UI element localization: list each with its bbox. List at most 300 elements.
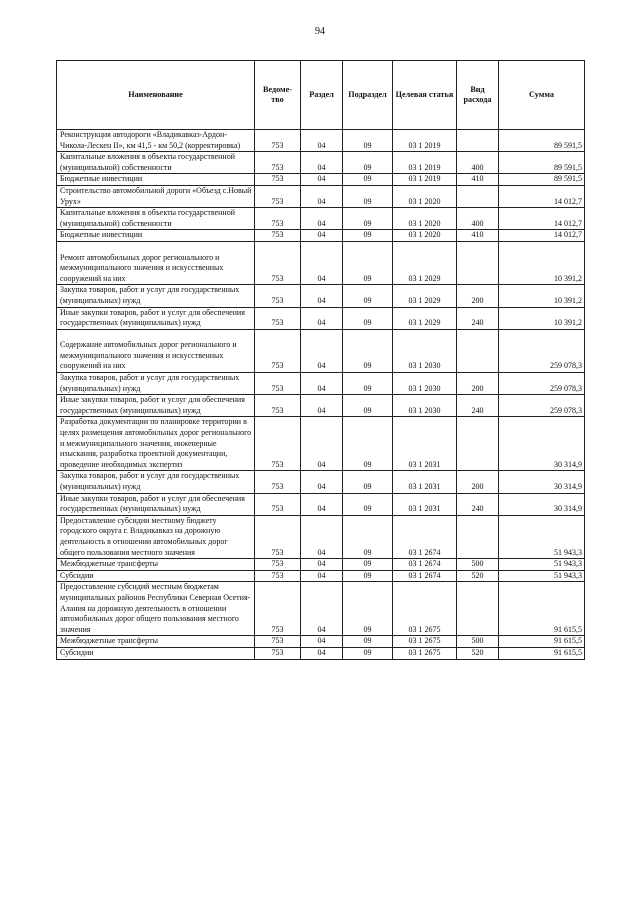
cell-subsection: [343, 174, 393, 186]
cell-target: [393, 471, 457, 493]
cell-text-section: 04: [317, 459, 326, 469]
cell-dept: [255, 636, 301, 648]
cell-subsection: [343, 230, 393, 242]
cell-text-dept: 753: [271, 273, 284, 283]
cell-text-subsection: 09: [363, 504, 372, 514]
cell-text-expense-type: 200: [471, 383, 484, 393]
cell-amount: [499, 647, 585, 659]
cell-expense-type: [457, 395, 499, 417]
cell-dept: [255, 493, 301, 515]
cell-dept: [255, 307, 301, 329]
cell-expense-type: [457, 636, 499, 648]
cell-text-section: 04: [317, 318, 326, 328]
cell-section: [301, 417, 343, 471]
cell-text-section: 04: [317, 218, 326, 228]
table-body: [57, 130, 585, 660]
cell-text-section: 04: [317, 559, 326, 569]
cell-dept: [255, 582, 301, 636]
cell-amount: [499, 493, 585, 515]
cell-text-section: 04: [317, 162, 326, 172]
cell-name: [57, 329, 255, 372]
table-row: [57, 559, 585, 571]
cell-dept: [255, 395, 301, 417]
cell-amount: [499, 471, 585, 493]
cell-text-section: 04: [317, 647, 326, 657]
cell-text-target: 03 1 2030: [408, 405, 441, 415]
cell-text-section: 04: [317, 230, 326, 240]
cell-text-expense-type: 240: [471, 318, 484, 328]
cell-text-target: 03 1 2020: [408, 196, 441, 206]
cell-subsection: [343, 647, 393, 659]
cell-name: [57, 152, 255, 174]
cell-text-target: 03 1 2020: [408, 218, 441, 228]
cell-amount: [499, 417, 585, 471]
cell-section: [301, 636, 343, 648]
cell-expense-type: [457, 174, 499, 186]
cell-amount: [499, 285, 585, 307]
cell-text-target: 03 1 2029: [408, 273, 441, 283]
cell-text-expense-type: 520: [471, 570, 484, 580]
table-row: [57, 241, 585, 284]
cell-text-section: 04: [317, 482, 326, 491]
cell-dept: [255, 152, 301, 174]
cell-subsection: [343, 582, 393, 636]
cell-target: [393, 515, 457, 558]
cell-text-name: Иные закупки товаров, работ и услуг для обеспечения государственных (муниципальных) нужд: [60, 493, 245, 514]
cell-section: [301, 185, 343, 207]
cell-text-name: Иные закупки товаров, работ и услуг для обеспечения государственных (муниципальных) нужд: [60, 307, 245, 328]
cell-text-subsection: 09: [363, 647, 372, 657]
cell-subsection: [343, 559, 393, 571]
cell-dept: [255, 329, 301, 372]
cell-text-name: Предоставление субсидии местному бюджету городского округа г. Владикавказ на дорожную деятельность в отношении автомобильных дорог общего пользования местного значения: [60, 515, 228, 557]
cell-section: [301, 570, 343, 582]
header-section: Раздел: [301, 61, 343, 130]
cell-target: [393, 130, 457, 152]
cell-section: [301, 395, 343, 417]
cell-amount: [499, 636, 585, 648]
cell-section: [301, 285, 343, 307]
cell-text-target: 03 1 2675: [408, 647, 441, 657]
cell-text-expense-type: 500: [471, 559, 484, 569]
cell-text-name: Строительство автомобильной дороги «Объезд с.Новый Урух»: [60, 185, 252, 206]
cell-subsection: [343, 570, 393, 582]
cell-text-subsection: 09: [363, 383, 372, 393]
cell-text-name: Субсидии: [60, 647, 94, 657]
table-row: [57, 285, 585, 307]
cell-subsection: [343, 152, 393, 174]
cell-target: [393, 417, 457, 471]
cell-text-dept: 753: [271, 218, 284, 228]
cell-amount: [499, 373, 585, 395]
table-header-row: [57, 61, 585, 130]
cell-text-subsection: 09: [363, 405, 372, 415]
cell-name: [57, 559, 255, 571]
cell-text-dept: 753: [271, 624, 284, 634]
table-row: [57, 515, 585, 558]
cell-subsection: [343, 417, 393, 471]
cell-text-subsection: 09: [363, 174, 372, 184]
cell-amount: [499, 515, 585, 558]
cell-text-name: Субсидии: [60, 570, 94, 580]
cell-name: [57, 307, 255, 329]
cell-expense-type: [457, 307, 499, 329]
cell-text-dept: 753: [271, 295, 284, 305]
cell-amount: [499, 329, 585, 372]
cell-amount: [499, 570, 585, 582]
cell-text-amount: 259 078,3: [550, 383, 582, 393]
cell-text-subsection: 09: [363, 273, 372, 283]
page-number: 94: [315, 26, 325, 37]
cell-text-subsection: 09: [363, 295, 372, 305]
cell-text-amount: 89 591,5: [554, 140, 582, 150]
cell-subsection: [343, 241, 393, 284]
cell-name: [57, 471, 255, 493]
cell-text-dept: 753: [271, 196, 284, 206]
cell-text-amount: 30 314,9: [554, 482, 582, 491]
cell-subsection: [343, 471, 393, 493]
cell-name: [57, 241, 255, 284]
cell-text-subsection: 09: [363, 559, 372, 569]
cell-text-dept: 753: [271, 174, 284, 184]
cell-target: [393, 152, 457, 174]
cell-target: [393, 395, 457, 417]
cell-text-dept: 753: [271, 361, 284, 371]
cell-dept: [255, 230, 301, 242]
cell-text-amount: 259 078,3: [550, 405, 582, 415]
cell-section: [301, 152, 343, 174]
cell-text-expense-type: 400: [471, 218, 484, 228]
cell-target: [393, 208, 457, 230]
cell-name: [57, 373, 255, 395]
header-expense-type: Вид расхода: [457, 61, 499, 130]
cell-expense-type: [457, 559, 499, 571]
table-row: [57, 471, 585, 493]
cell-text-target: 03 1 2674: [408, 559, 441, 569]
cell-text-subsection: 09: [363, 162, 372, 172]
cell-subsection: [343, 493, 393, 515]
cell-amount: [499, 130, 585, 152]
cell-expense-type: [457, 329, 499, 372]
cell-name: [57, 582, 255, 636]
cell-text-section: 04: [317, 196, 326, 206]
cell-text-expense-type: 200: [471, 482, 484, 491]
cell-subsection: [343, 636, 393, 648]
cell-name: [57, 493, 255, 515]
cell-target: [393, 174, 457, 186]
cell-section: [301, 373, 343, 395]
cell-section: [301, 647, 343, 659]
cell-name: [57, 185, 255, 207]
cell-section: [301, 559, 343, 571]
cell-text-dept: 753: [271, 318, 284, 328]
blank-line: [60, 330, 252, 341]
cell-text-subsection: 09: [363, 624, 372, 634]
cell-name: [57, 395, 255, 417]
cell-dept: [255, 559, 301, 571]
cell-text-name: Закупка товаров, работ и услуг для государственных (муниципальных) нужд: [60, 373, 240, 393]
cell-text-subsection: 09: [363, 459, 372, 469]
cell-target: [393, 329, 457, 372]
cell-text-section: 04: [317, 405, 326, 415]
cell-target: [393, 559, 457, 571]
cell-dept: [255, 515, 301, 558]
cell-text-section: 04: [317, 140, 326, 150]
table-row: [57, 647, 585, 659]
cell-text-name: Закупка товаров, работ и услуг для государственных (муниципальных) нужд: [60, 285, 240, 305]
cell-text-dept: 753: [271, 559, 284, 569]
cell-text-name: Разработка документации по планировке территории в целях размещения автомобильных дорог регионального и межмуниципального значения, инженерные изыскания, разработка проектной документации, проведение необходимых экспертиз: [60, 417, 252, 469]
cell-text-amount: 10 391,2: [554, 295, 582, 305]
cell-section: [301, 329, 343, 372]
cell-text-dept: 753: [271, 383, 284, 393]
cell-text-target: 03 1 2019: [408, 174, 441, 184]
cell-target: [393, 636, 457, 648]
cell-text-target: 03 1 2030: [408, 383, 441, 393]
cell-dept: [255, 373, 301, 395]
cell-expense-type: [457, 152, 499, 174]
cell-text-expense-type: 410: [471, 230, 484, 240]
cell-subsection: [343, 329, 393, 372]
cell-text-dept: 753: [271, 504, 284, 514]
header-dept: Ведоме-тво: [255, 61, 301, 130]
cell-dept: [255, 174, 301, 186]
table-row: [57, 373, 585, 395]
cell-text-expense-type: 520: [471, 647, 484, 657]
cell-section: [301, 582, 343, 636]
table-row: [57, 395, 585, 417]
cell-expense-type: [457, 417, 499, 471]
cell-text-section: 04: [317, 174, 326, 184]
cell-text-name: Закупка товаров, работ и услуг для государственных (муниципальных) нужд: [60, 471, 240, 491]
cell-dept: [255, 570, 301, 582]
cell-section: [301, 471, 343, 493]
table-row: [57, 329, 585, 372]
cell-section: [301, 515, 343, 558]
cell-text-target: 03 1 2675: [408, 624, 441, 634]
cell-text-dept: 753: [271, 570, 284, 580]
cell-name: [57, 647, 255, 659]
cell-amount: [499, 152, 585, 174]
cell-text-section: 04: [317, 273, 326, 283]
cell-name: [57, 130, 255, 152]
cell-amount: [499, 241, 585, 284]
cell-expense-type: [457, 130, 499, 152]
cell-text-target: 03 1 2031: [408, 504, 441, 514]
table-row: [57, 307, 585, 329]
cell-text-amount: 14 012,7: [554, 218, 582, 228]
cell-section: [301, 130, 343, 152]
cell-text-amount: 89 591,5: [554, 174, 582, 184]
cell-name: [57, 636, 255, 648]
cell-dept: [255, 417, 301, 471]
cell-text-target: 03 1 2674: [408, 570, 441, 580]
cell-text-amount: 10 391,2: [554, 273, 582, 283]
cell-text-dept: 753: [271, 162, 284, 172]
cell-section: [301, 230, 343, 242]
cell-text-amount: 14 012,7: [554, 230, 582, 240]
cell-dept: [255, 241, 301, 284]
cell-target: [393, 185, 457, 207]
cell-name: [57, 174, 255, 186]
cell-target: [393, 241, 457, 284]
cell-subsection: [343, 307, 393, 329]
cell-text-amount: 51 943,3: [554, 559, 582, 569]
cell-text-target: 03 1 2029: [408, 318, 441, 328]
cell-text-section: 04: [317, 547, 326, 557]
cell-text-amount: 30 314,9: [554, 459, 582, 469]
table-row: [57, 570, 585, 582]
cell-dept: [255, 285, 301, 307]
cell-target: [393, 307, 457, 329]
header-amount: Сумма: [499, 61, 585, 130]
cell-text-dept: 753: [271, 547, 284, 557]
cell-target: [393, 570, 457, 582]
cell-text-dept: 753: [271, 636, 284, 646]
cell-name: [57, 230, 255, 242]
cell-section: [301, 307, 343, 329]
cell-text-section: 04: [317, 504, 326, 514]
cell-text-name: Бюджетные инвестиции: [60, 230, 143, 240]
cell-text-section: 04: [317, 570, 326, 580]
cell-section: [301, 174, 343, 186]
cell-section: [301, 493, 343, 515]
cell-text-subsection: 09: [363, 196, 372, 206]
header-target: Целевая статья: [393, 61, 457, 130]
cell-amount: [499, 174, 585, 186]
cell-expense-type: [457, 515, 499, 558]
cell-text-amount: 91 615,5: [554, 636, 582, 646]
cell-amount: [499, 230, 585, 242]
cell-text-name: Ремонт автомобильных дорог регионального и межмуниципального значения и искусственных сооружений на них: [60, 252, 224, 283]
cell-text-dept: 753: [271, 459, 284, 469]
cell-text-target: 03 1 2031: [408, 482, 441, 491]
cell-text-name: Межбюджетные трансферты: [60, 636, 158, 646]
cell-text-dept: 753: [271, 647, 284, 657]
cell-expense-type: [457, 285, 499, 307]
cell-text-amount: 30 314,9: [554, 504, 582, 514]
cell-dept: [255, 471, 301, 493]
cell-text-section: 04: [317, 636, 326, 646]
cell-text-target: 03 1 2674: [408, 547, 441, 557]
cell-text-target: 03 1 2020: [408, 230, 441, 240]
cell-text-section: 04: [317, 383, 326, 393]
cell-text-target: 03 1 2029: [408, 295, 441, 305]
cell-subsection: [343, 515, 393, 558]
cell-text-dept: 753: [271, 482, 284, 491]
cell-amount: [499, 185, 585, 207]
cell-text-subsection: 09: [363, 482, 372, 491]
budget-table: [56, 60, 585, 660]
cell-amount: [499, 395, 585, 417]
cell-text-dept: 753: [271, 405, 284, 415]
cell-text-subsection: 09: [363, 636, 372, 646]
cell-text-name: Капитальные вложения в объекты государственной (муниципальной) собственности: [60, 152, 235, 172]
table-row: [57, 130, 585, 152]
cell-expense-type: [457, 185, 499, 207]
cell-target: [393, 493, 457, 515]
cell-text-name: Капитальные вложения в объекты государственной (муниципальной) собственности: [60, 208, 235, 228]
cell-subsection: [343, 373, 393, 395]
cell-text-section: 04: [317, 295, 326, 305]
cell-text-target: 03 1 2030: [408, 361, 441, 371]
table-row: [57, 230, 585, 242]
cell-expense-type: [457, 570, 499, 582]
cell-text-amount: 51 943,3: [554, 570, 582, 580]
table-row: [57, 493, 585, 515]
table-row: [57, 582, 585, 636]
cell-text-subsection: 09: [363, 218, 372, 228]
cell-text-name: Бюджетные инвестиции: [60, 174, 143, 184]
cell-subsection: [343, 130, 393, 152]
cell-expense-type: [457, 582, 499, 636]
cell-text-name: Иные закупки товаров, работ и услуг для обеспечения государственных (муниципальных) нужд: [60, 395, 245, 415]
cell-expense-type: [457, 208, 499, 230]
cell-dept: [255, 185, 301, 207]
cell-target: [393, 230, 457, 242]
cell-name: [57, 208, 255, 230]
cell-expense-type: [457, 230, 499, 242]
table-row: [57, 208, 585, 230]
cell-text-expense-type: 200: [471, 295, 484, 305]
cell-section: [301, 241, 343, 284]
cell-target: [393, 647, 457, 659]
cell-text-amount: 259 078,3: [550, 361, 582, 371]
cell-text-expense-type: 410: [471, 174, 484, 184]
cell-text-name: Реконструкция автодороги «Владикавказ-Ардон-Чикола-Лескен II», км 41,5 - км 50,2 (корректировка): [60, 130, 241, 150]
cell-name: [57, 570, 255, 582]
cell-amount: [499, 208, 585, 230]
cell-text-amount: 91 615,5: [554, 647, 582, 657]
header-subsection: Подраздел: [343, 61, 393, 130]
cell-text-expense-type: 500: [471, 636, 484, 646]
cell-text-amount: 89 591,5: [554, 162, 582, 172]
table-row: [57, 636, 585, 648]
table-row: [57, 185, 585, 207]
cell-text-subsection: 09: [363, 547, 372, 557]
cell-text-expense-type: 240: [471, 504, 484, 514]
cell-subsection: [343, 208, 393, 230]
cell-amount: [499, 307, 585, 329]
cell-expense-type: [457, 647, 499, 659]
table-row: [57, 174, 585, 186]
cell-target: [393, 582, 457, 636]
cell-target: [393, 373, 457, 395]
table-row: [57, 417, 585, 471]
cell-text-name: Предоставление субсидий местным бюджетам муниципальных районов Республики Северная Осетия-Алания на дорожную деятельность в отношении автомобильных дорог общего пользования местного значения: [60, 582, 251, 634]
cell-text-target: 03 1 2031: [408, 459, 441, 469]
cell-target: [393, 285, 457, 307]
cell-name: [57, 515, 255, 558]
cell-text-expense-type: 240: [471, 405, 484, 415]
cell-dept: [255, 130, 301, 152]
cell-dept: [255, 647, 301, 659]
cell-text-target: 03 1 2019: [408, 140, 441, 150]
cell-subsection: [343, 395, 393, 417]
cell-expense-type: [457, 471, 499, 493]
cell-text-amount: 14 012,7: [554, 196, 582, 206]
cell-text-target: 03 1 2019: [408, 162, 441, 172]
cell-amount: [499, 582, 585, 636]
cell-text-expense-type: 400: [471, 162, 484, 172]
cell-name: [57, 285, 255, 307]
cell-section: [301, 208, 343, 230]
cell-text-section: 04: [317, 624, 326, 634]
blank-line: [60, 242, 252, 253]
cell-text-subsection: 09: [363, 318, 372, 328]
cell-expense-type: [457, 373, 499, 395]
cell-text-subsection: 09: [363, 570, 372, 580]
